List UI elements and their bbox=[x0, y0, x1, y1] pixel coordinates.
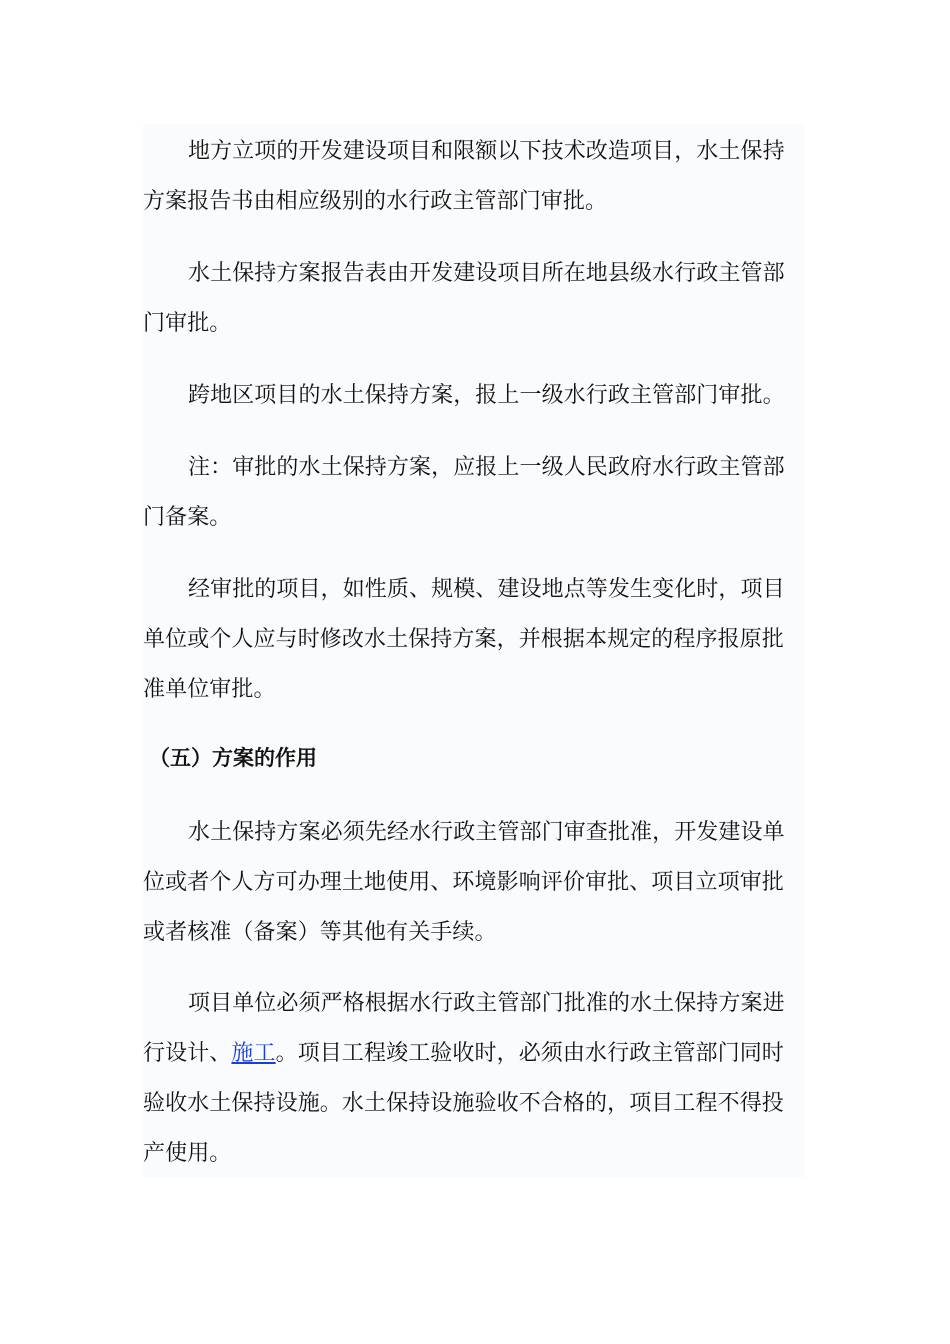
text-line: 或者核准（备案）等其他有关手续。 bbox=[143, 920, 497, 945]
text-line: 门备案。 bbox=[143, 505, 232, 530]
paragraph-changes bbox=[143, 565, 805, 715]
text-segment: 行设计、 bbox=[143, 1041, 232, 1066]
paragraph-approval-first bbox=[143, 808, 805, 958]
text-line: 单位或个人应与时修改水土保持方案，并根据本规定的程序报原批 bbox=[143, 627, 784, 652]
paragraph-local-approval bbox=[143, 127, 805, 227]
paragraph-note bbox=[143, 443, 805, 543]
text-line bbox=[143, 1029, 805, 1079]
paragraph-cross-region bbox=[143, 371, 805, 421]
text-line: 门审批。 bbox=[143, 311, 232, 336]
document-body bbox=[143, 124, 805, 1177]
text-line: 水土保持方案报告表由开发建设项目所在地县级水行政主管部 bbox=[188, 261, 785, 286]
text-line: 验收水土保持设施。水土保持设施验收不合格的，项目工程不得投 bbox=[143, 1091, 784, 1116]
text-segment: 。项目工程竣工验收时，必须由水行政主管部门同时 bbox=[275, 1041, 784, 1066]
text-line: 经审批的项目，如性质、规模、建设地点等发生变化时，项目 bbox=[188, 577, 785, 602]
text-line: 地方立项的开发建设项目和限额以下技术改造项目，水土保持 bbox=[188, 139, 785, 164]
text-line: 产使用。 bbox=[143, 1141, 232, 1166]
text-line: 水土保持方案必须先经水行政主管部门审查批准，开发建设单 bbox=[188, 820, 785, 845]
text-line: 跨地区项目的水土保持方案，报上一级水行政主管部门审批。 bbox=[188, 383, 785, 408]
paragraph-report-form bbox=[143, 249, 805, 349]
text-line: 方案报告书由相应级别的水行政主管部门审批。 bbox=[143, 189, 608, 214]
text-line: 项目单位必须严格根据水行政主管部门批准的水土保持方案进 bbox=[188, 991, 785, 1016]
construction-link[interactable]: 施工 bbox=[231, 1041, 276, 1066]
text-line: 注：审批的水土保持方案，应报上一级人民政府水行政主管部 bbox=[188, 455, 785, 480]
text-line: 准单位审批。 bbox=[143, 677, 276, 702]
text-line: 位或者个人方可办理土地使用、环境影响评价审批、项目立项审批 bbox=[143, 870, 784, 895]
paragraph-implementation bbox=[143, 979, 805, 1179]
section-heading: （五）方案的作用 bbox=[149, 746, 317, 770]
